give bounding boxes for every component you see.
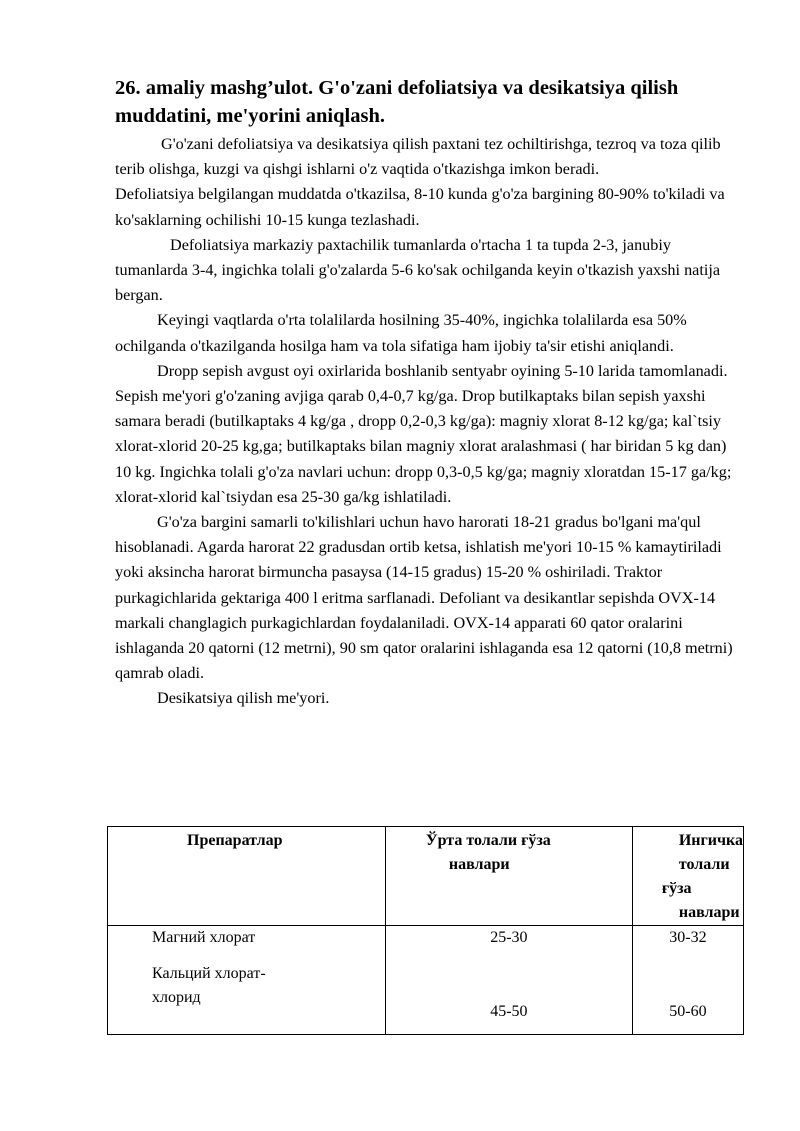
paragraph-7: Desikatsiya qilish me'yori. [157,689,330,708]
paragraph-1: G'o'zani defoliatsiya va desikatsiya qilish paxtani tez ochiltirishga, tezroq va toza qilib terib olishga, kuzgi va qishgi ishlarni o'z vaqtida o'tkazishga imkon beradi. [115,135,721,179]
header-fine-fiber: Ингичка толали ғўза навлари [632,827,743,926]
page-title [115,74,745,130]
document-page [115,74,745,712]
paragraph-3: Defoliatsiya markaziy paxtachilik tumanlarda o'rtacha 1 ta tupda 2-3, janubiy tumanlarda 3-4, ingichka tolali g'o'zalarda 5-6 ko'sak ochilganda keyin o'tkazish yaxshi natija bergan. [115,235,721,305]
fine-fiber-values [632,926,743,1035]
value-medium-1: 25-30 [490,929,528,946]
table-row [108,926,744,1035]
value-fine-2: 50-60 [669,1003,707,1020]
value-medium-2: 45-50 [490,1003,528,1020]
paragraph-6: G'o'za bargini samarli to'kilishlari uchun havo harorati 18-21 gradus bo'lgani ma'qul hisoblanadi. Agarda harorat 22 gradusdan ortib ketsa, ishlatish me'yori 10-15 % kamaytiriladi yoki aksincha harorat birmuncha pasaysa (14-15 gradus) 15-20 % oshiriladi. Traktor purkagichlarida gektariga 400 l eritma sarflanadi. Defoliant va desikantlar sepishda OVX-14 markali changlagich purkagichlardan foydalaniladi. OVX-14 apparati 60 qator oralarini ishlaganda 20 qatorni (12 metrni), 90 sm qator oralarini ishlaganda esa 12 qatorni (10,8 metrni) qamrab oladi. [115,513,733,683]
drug-magnesium-chlorate: Магний хлорат [152,929,256,946]
paragraph-5: Dropp sepish avgust oyi oxirlarida boshlanib sentyabr oyining 5-10 larida tamomlanadi. Sepish me'yori g'o'zaning avjiga qarab 0,4-0,7 kg/ga. Drop butilkaptaks bilan sepish yaxshi samara beradi (butilkaptaks 4 kg/ga , dropp 0,2-0,3 kg/ga): magniy xlorat 8-12 kg/ga; kal`tsiy xlorat-xlorid 20-25 kg,ga; butilkaptaks bilan magniy xlorat aralashmasi ( har biridan 5 kg dan) 10 kg. Ingichka tolali g'o'za navlari uchun: dropp 0,3-0,5 kg/ga; magniy xloratdan 15-17 ga/kg; xlorat-xlorid kal`tsiydan esa 25-30 ga/kg ishlatiladi. [115,361,732,506]
title-line-1: 26. amaliy mashg’ulot. G'o'zani defoliatsiya va desikatsiya qilish [115,77,679,99]
paragraph-4: Keyingi vaqtlarda o'rta tolalilarda hosilning 35-40%, ingichka tolalilarda esa 50% ochilganda o'tkazilganda hosilga ham va tola sifatiga ham ijobiy ta'sir etishi aniqlandi. [115,311,687,355]
desiccation-rate-table [107,826,744,1035]
drug-calcium-chlorate-line2: хлорид [152,989,201,1006]
medium-fiber-values [385,926,632,1035]
header-drugs: Препаратлар [108,827,386,926]
table-header-row [108,827,744,926]
paragraph-2: Defoliatsiya belgilangan muddatda o'tkazilsa, 8-10 kunda g'o'za bargining 80-90% to'kiladi va ko'saklarning ochilishi 10-15 kunga tezlashadi. [115,185,725,229]
header-medium-fiber: Ўрта толали ғўза навлари [385,827,632,926]
title-line-2: muddatini, me'yorini aniqlash. [115,105,385,127]
value-fine-1: 30-32 [669,929,707,946]
drug-cell [108,926,386,1035]
drug-calcium-chlorate-line1: Кальций хлорат- [152,965,266,982]
